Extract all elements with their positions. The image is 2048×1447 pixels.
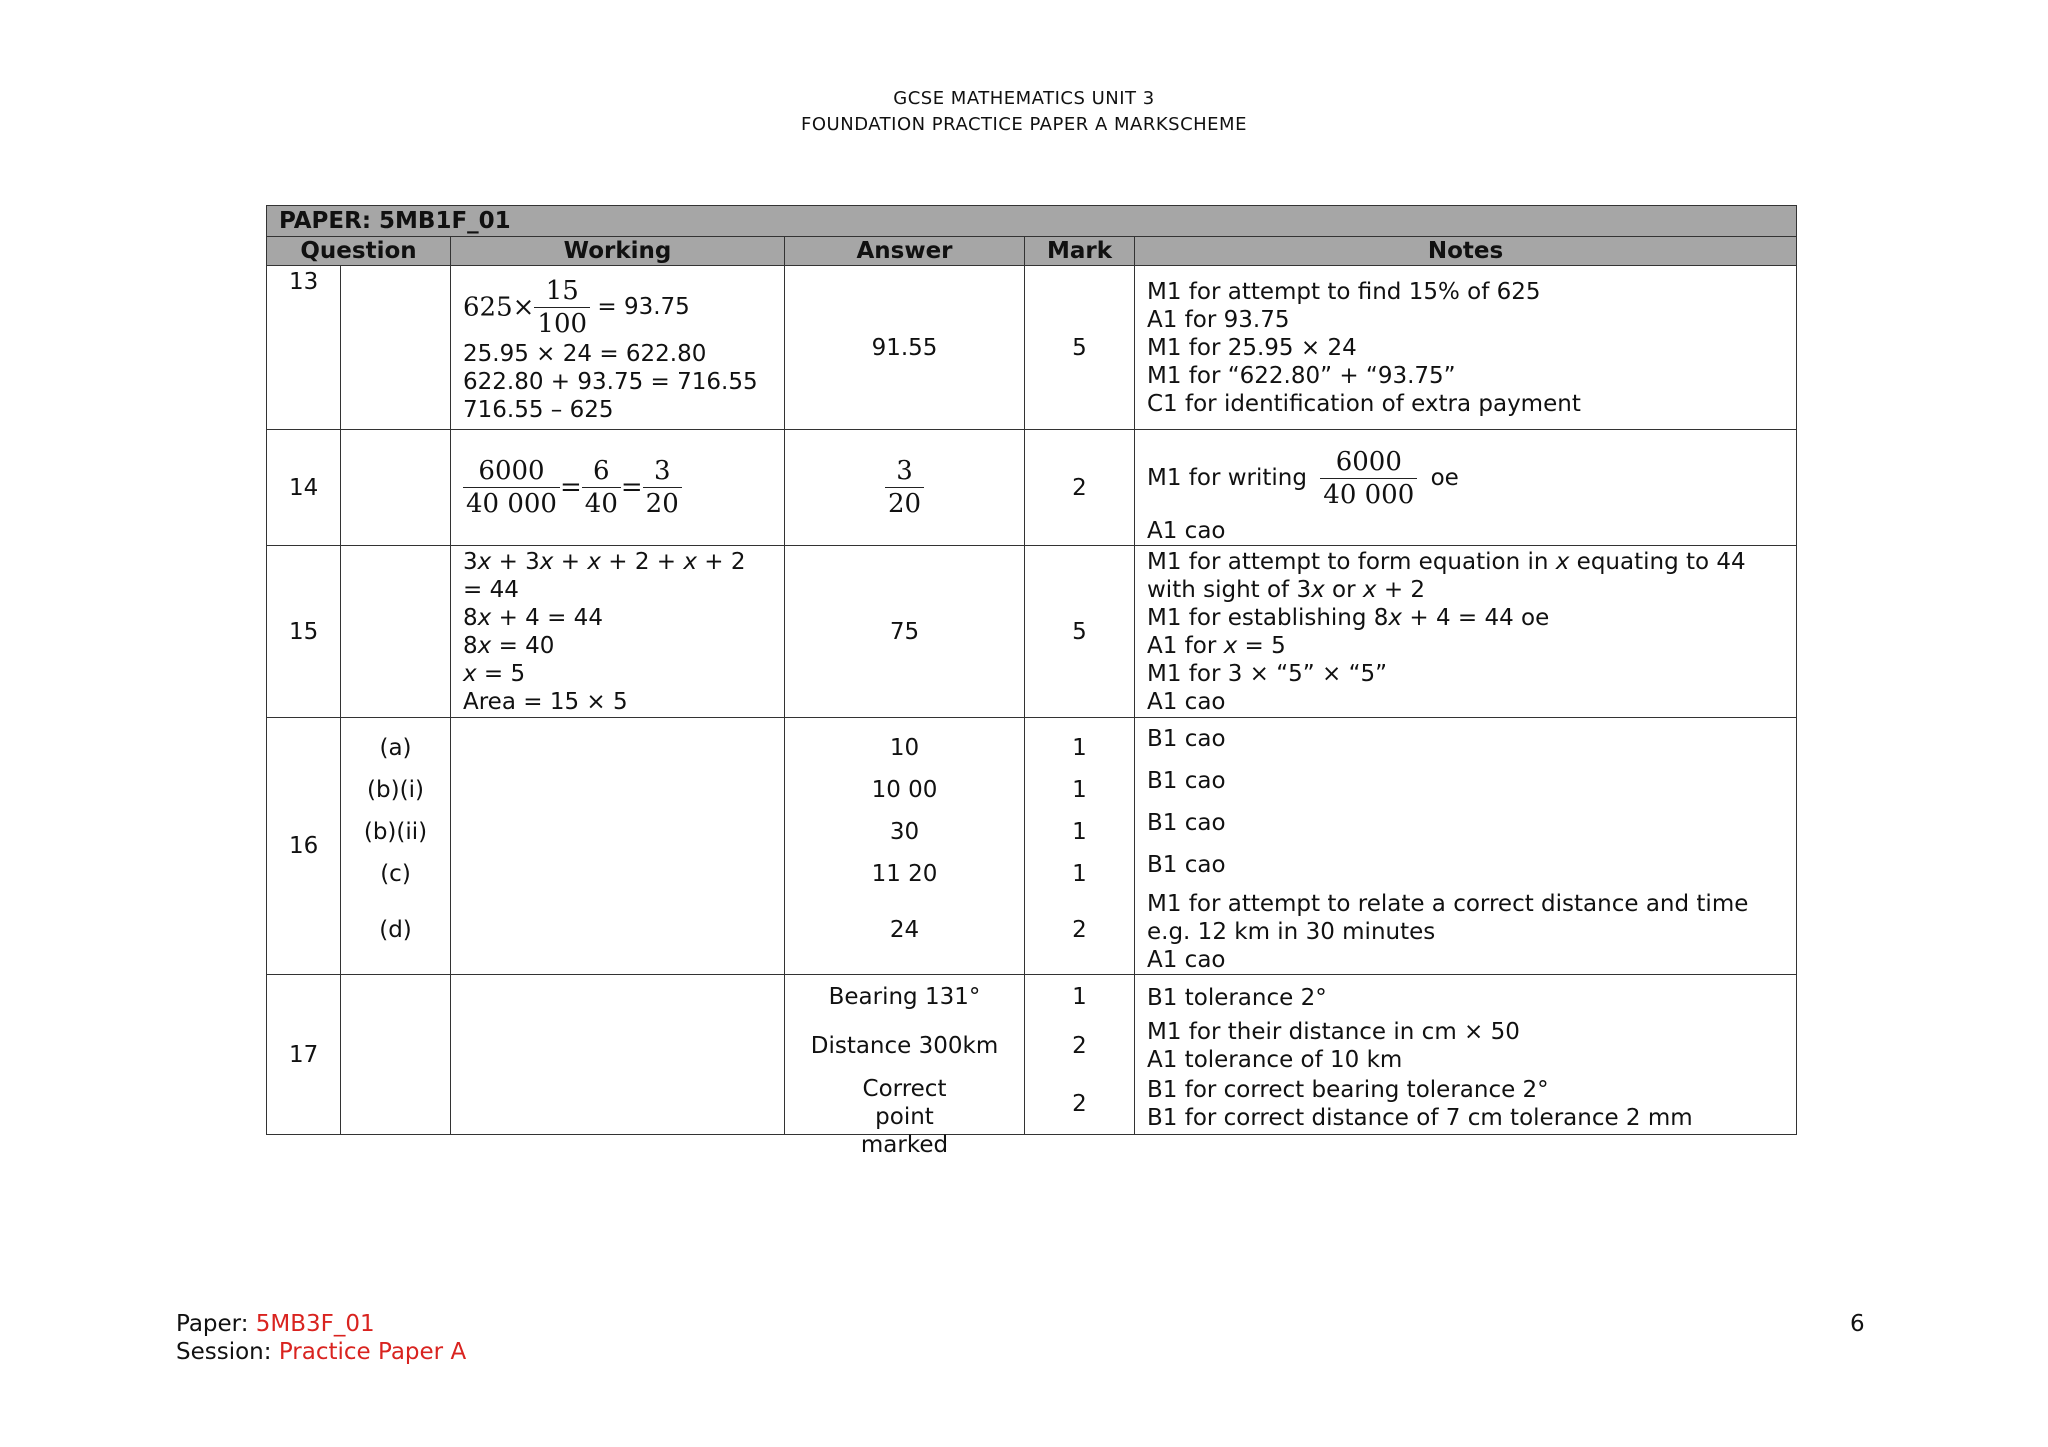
page-number: 6 (1850, 1311, 1865, 1337)
working-line: 25.95 × 24 = 622.80 (463, 341, 707, 367)
mark-cell: 2 (1025, 430, 1135, 546)
fraction: $\frac{6}{40}$ (582, 455, 621, 520)
mark-value: 1 (1072, 777, 1087, 803)
note-line: C1 for identification of extra payment (1147, 390, 1581, 417)
footer-session (176, 1339, 466, 1365)
fraction: $\frac{3}{20}$ (643, 455, 682, 520)
note-line: B1 for correct distance of 7 cm tolerance 2 mm (1147, 1104, 1693, 1131)
note-line: B1 for correct bearing tolerance 2° (1147, 1076, 1549, 1103)
answer-cell: 91.55 (785, 266, 1025, 430)
mark-value: 2 (1072, 917, 1087, 943)
mark-cell (1025, 718, 1135, 975)
col-answer: Answer (785, 237, 1025, 266)
working-expression: 625× (463, 292, 535, 323)
fraction: $\frac{6000}{40 000}$ (1320, 446, 1417, 511)
note-line: M1 for 25.95 × 24 (1147, 334, 1357, 361)
working-line: 3x + 3x + x + 2 + x + 2 = 44 (463, 548, 746, 603)
footer-session-value: Practice Paper A (278, 1339, 467, 1365)
col-notes: Notes (1135, 237, 1797, 266)
mark-cell (1025, 975, 1135, 1135)
answer-cell (785, 430, 1025, 546)
answer-value: 11 20 (871, 861, 938, 887)
question-row-17 (267, 975, 1797, 1135)
answer-value: 10 00 (871, 777, 938, 803)
answer-value: 10 (889, 735, 920, 761)
working-cell (451, 546, 785, 718)
paper-label: PAPER: 5MB1F_01 (267, 206, 1797, 237)
working-result: = 93.75 (590, 294, 690, 320)
working-line: x = 5 (463, 660, 526, 687)
question-number: 14 (267, 430, 341, 546)
question-row-16 (267, 718, 1797, 975)
notes-cell (1135, 266, 1797, 430)
note-line: M1 for attempt to relate a correct distance and time e.g. 12 km in 30 minutes (1147, 891, 1749, 945)
working-line: Area = 15 × 5 (463, 688, 628, 715)
answer-cell (785, 975, 1025, 1158)
part-label: (b)(ii) (363, 819, 428, 845)
mark-value: 1 (1072, 983, 1087, 1010)
column-header-row (267, 237, 1797, 266)
equals-sign: = (620, 472, 643, 503)
note-line: A1 for x = 5 (1147, 632, 1286, 659)
note-suffix: oe (1430, 465, 1459, 491)
question-row-13 (267, 266, 1797, 430)
question-part (341, 975, 451, 1135)
fraction: $\frac{6000}{40 000}$ (463, 455, 560, 520)
mark-value: 1 (1072, 735, 1087, 761)
note-line: M1 for attempt to form equation in x equating to 44 with sight of 3x or x + 2 (1147, 548, 1746, 603)
question-number: 13 (267, 266, 341, 430)
note-line: A1 for 93.75 (1147, 306, 1290, 333)
notes-cell (1135, 430, 1797, 546)
note-line: M1 for establishing 8x + 4 = 44 oe (1147, 604, 1550, 631)
col-mark: Mark (1025, 237, 1135, 266)
part-label: (c) (380, 861, 411, 887)
notes-cell (1135, 975, 1797, 1135)
footer-paper-value: 5MB3F_01 (255, 1311, 375, 1337)
working-line: 8x = 40 (463, 632, 555, 659)
answer-value: Distance 300km (810, 1032, 999, 1059)
note-line: B1 cao (1147, 852, 1226, 878)
footer-paper (176, 1311, 375, 1337)
working-cell (451, 975, 785, 1135)
question-part (341, 266, 451, 430)
note-line: A1 tolerance of 10 km (1147, 1046, 1403, 1073)
note-line: M1 for attempt to find 15% of 625 (1147, 278, 1541, 305)
answer-value: 30 (889, 819, 920, 845)
part-label: (d) (379, 917, 412, 943)
col-question: Question (267, 237, 451, 266)
note-line: B1 cao (1147, 768, 1226, 794)
notes-cell (1135, 718, 1797, 975)
question-number: 16 (267, 718, 341, 975)
mark-value: 2 (1072, 1090, 1087, 1117)
working-line: 716.55 – 625 (463, 397, 614, 423)
notes-cell (1135, 546, 1797, 718)
working-cell (451, 718, 785, 975)
note-line: A1 cao (1147, 518, 1226, 544)
note-text: M1 for writing (1147, 465, 1307, 491)
markscheme-table (266, 205, 1797, 1158)
working-cell (451, 266, 785, 430)
paper-row (267, 206, 1797, 237)
note-line: B1 cao (1147, 810, 1226, 836)
mark-cell: 5 (1025, 266, 1135, 430)
footer-paper-label: Paper: (176, 1311, 249, 1337)
question-number: 17 (267, 975, 341, 1135)
mark-value: 1 (1072, 861, 1087, 887)
answer-cell (785, 718, 1025, 975)
fraction: $\frac{15}{100}$ (534, 275, 590, 340)
part-label: (b)(i) (367, 777, 424, 803)
equals-sign: = (559, 472, 582, 503)
working-line: 8x + 4 = 44 (463, 604, 603, 631)
question-part (341, 546, 451, 718)
question-part (341, 430, 451, 546)
header-title-line1: GCSE MATHEMATICS UNIT 3 (893, 88, 1155, 109)
note-line: A1 cao (1147, 947, 1226, 973)
header-title-line2: FOUNDATION PRACTICE PAPER A MARKSCHEME (801, 114, 1247, 135)
footer-session-label: Session: (176, 1339, 272, 1365)
working-line: 622.80 + 93.75 = 716.55 (463, 369, 758, 395)
part-label: (a) (379, 735, 412, 761)
answer-cell: 75 (785, 546, 1025, 718)
question-number: 15 (267, 546, 341, 718)
answer-fraction: $\frac{3}{20}$ (885, 455, 924, 520)
mark-value: 2 (1072, 1032, 1087, 1059)
note-line: M1 for “622.80” + “93.75” (1147, 362, 1456, 389)
question-row-15 (267, 546, 1797, 718)
note-line: B1 cao (1147, 726, 1226, 752)
answer-value: Correct point marked (860, 1075, 949, 1158)
col-working: Working (451, 237, 785, 266)
answer-value: 24 (889, 917, 920, 943)
note-line: A1 cao (1147, 688, 1226, 715)
mark-value: 1 (1072, 819, 1087, 845)
question-row-14 (267, 430, 1797, 546)
note-line: M1 for 3 × “5” × “5” (1147, 660, 1388, 687)
note-line: B1 tolerance 2° (1147, 984, 1327, 1011)
mark-cell: 5 (1025, 546, 1135, 718)
note-line: M1 for their distance in cm × 50 (1147, 1018, 1520, 1045)
question-parts (341, 718, 451, 975)
working-cell (451, 430, 785, 546)
answer-value: Bearing 131° (828, 983, 981, 1010)
